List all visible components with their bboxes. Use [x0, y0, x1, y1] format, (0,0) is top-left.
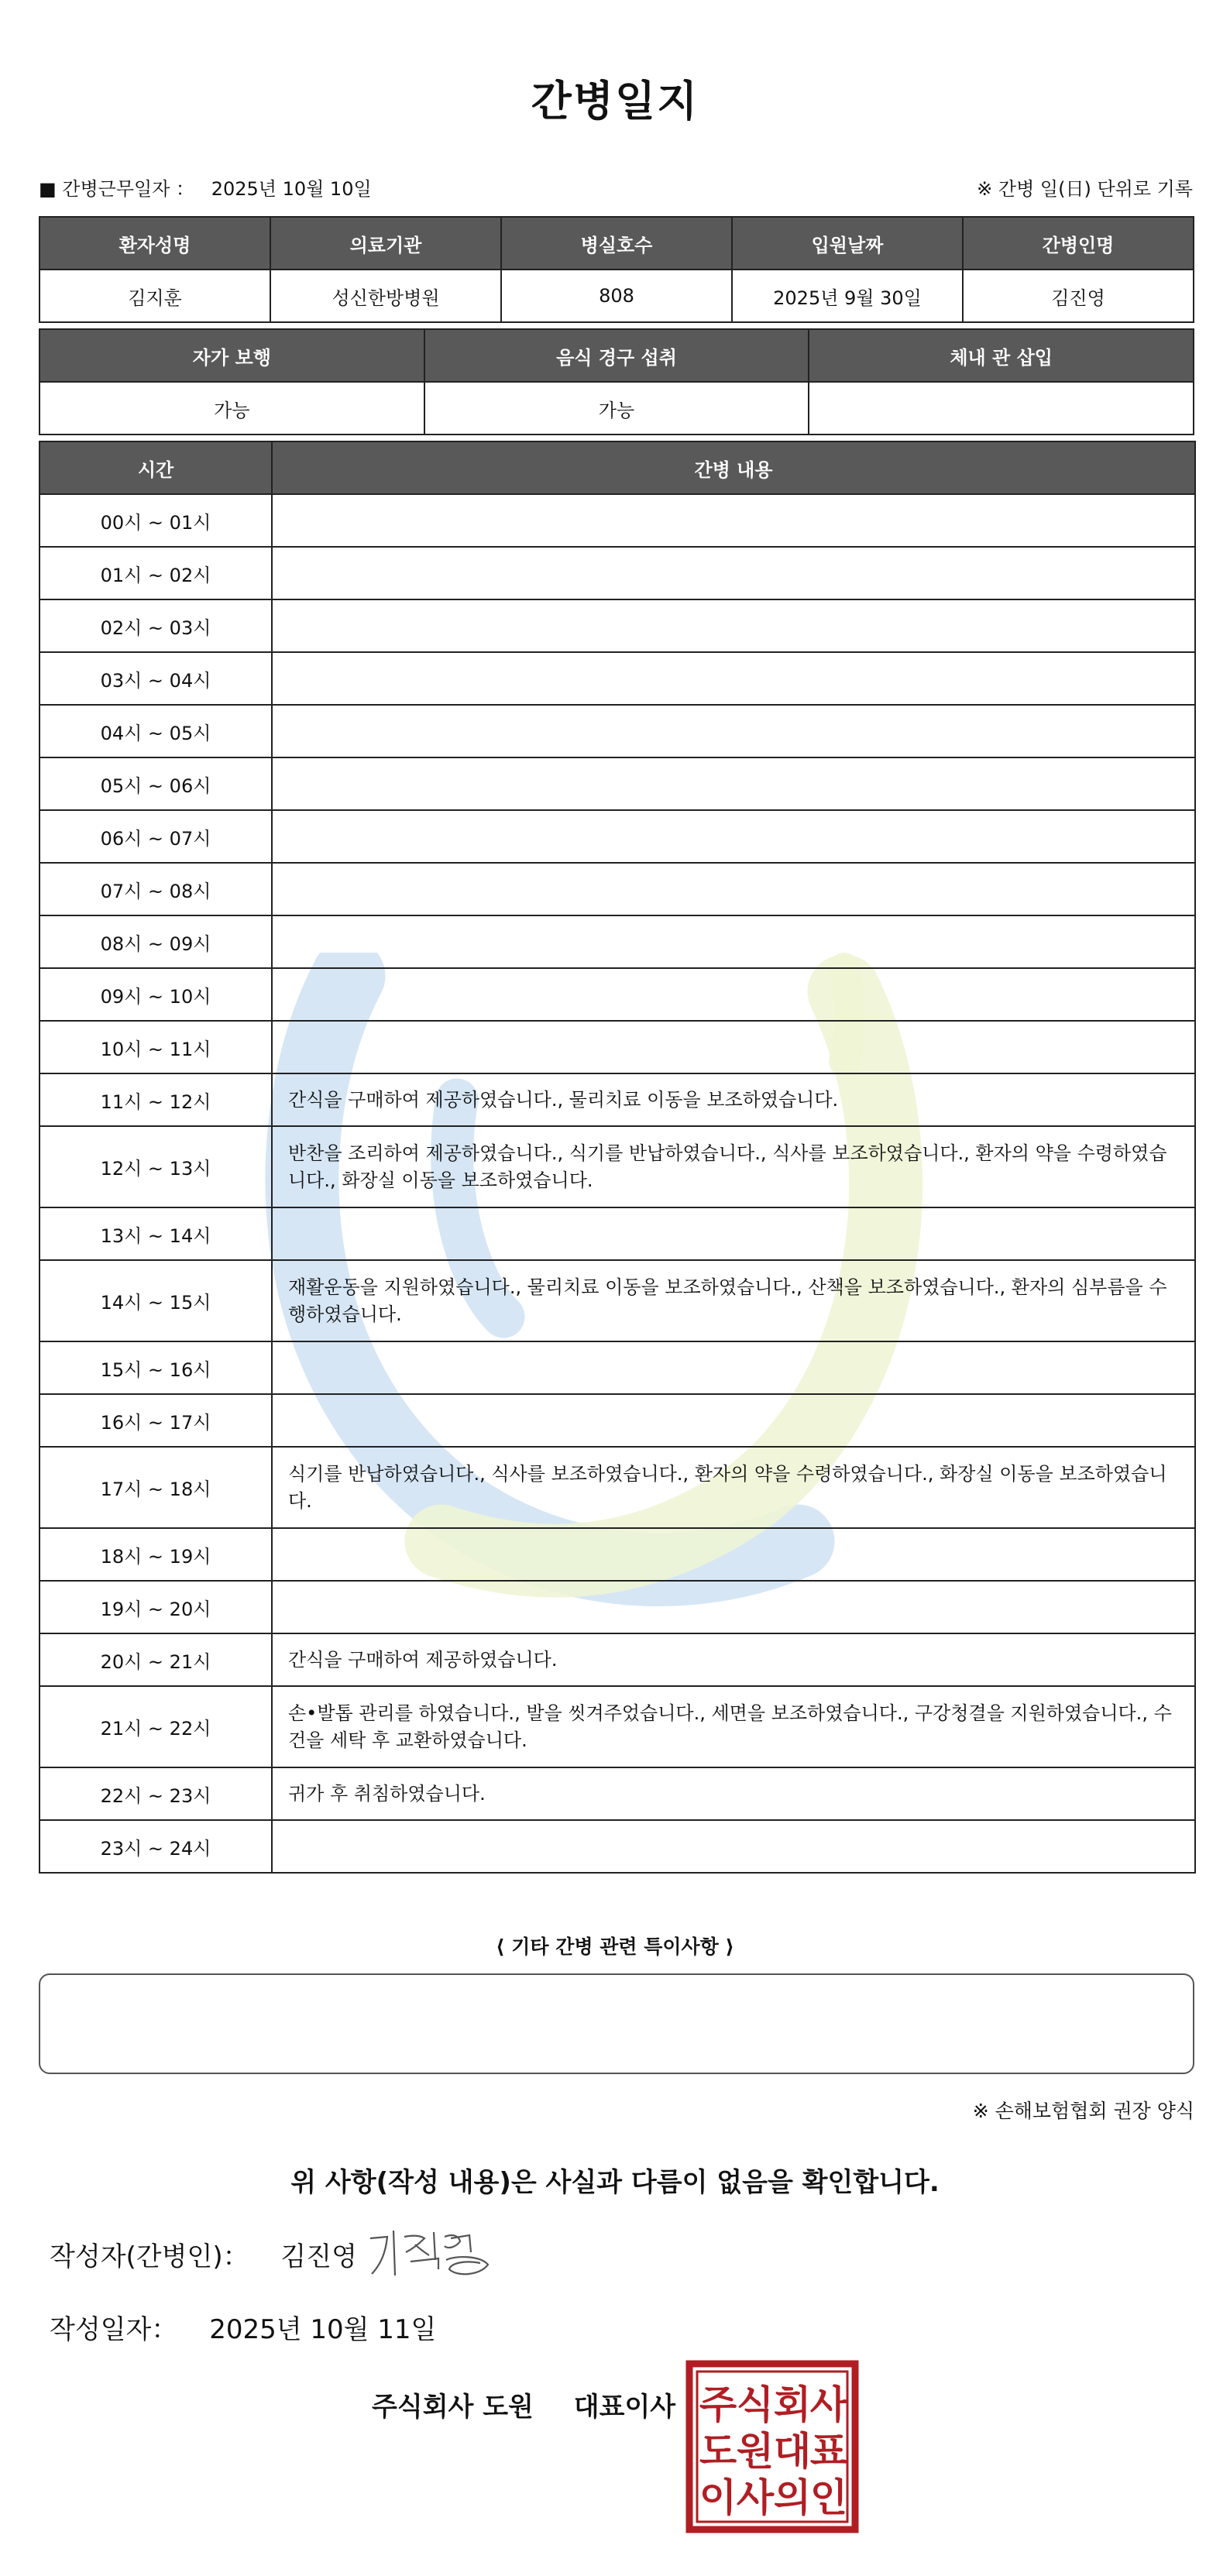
care-content [272, 599, 1195, 652]
table-row [40, 1073, 1195, 1126]
table-row [40, 1207, 1195, 1260]
hospital-name: 성신한방병원 [270, 270, 501, 322]
care-content: 반찬을 조리하여 제공하였습니다., 식기를 반납하였습니다., 식사를 보조하였습니다., 환자의 약을 수령하였습니다., 화장실 이동을 보조하였습니다. [272, 1126, 1195, 1207]
company-signature-line [372, 2385, 675, 2423]
care-content [272, 968, 1195, 1021]
time-slot: 15시 ~ 16시 [40, 1341, 272, 1394]
table-row [40, 1767, 1195, 1820]
header-tube-insertion: 체내 관 삽입 [809, 329, 1194, 382]
table-header-row [40, 441, 1195, 494]
header-room: 병실호수 [501, 217, 732, 270]
care-content: 손•발톱 관리를 하였습니다., 발을 씻겨주었습니다., 세면을 보조하였습니다., 구강청결을 지원하였습니다., 수건을 세탁 후 교환하였습니다. [272, 1686, 1195, 1767]
table-row [40, 1686, 1195, 1767]
company-seal [685, 2359, 860, 2534]
written-date-label: 작성일자： [50, 2314, 178, 2345]
care-content [272, 1021, 1195, 1073]
svg-text:표: 표 [809, 2429, 848, 2474]
walking-status: 가능 [40, 382, 424, 434]
table-row [40, 547, 1195, 599]
table-row [40, 1528, 1195, 1581]
handwritten-signature [364, 2221, 496, 2283]
table-row [40, 494, 1195, 547]
time-slot: 03시 ~ 04시 [40, 652, 272, 705]
patient-info-table [39, 216, 1194, 323]
table-row [40, 1820, 1195, 1873]
care-content [272, 1341, 1195, 1394]
table-row [40, 1394, 1195, 1447]
writer-row [50, 2235, 357, 2273]
svg-text:주: 주 [699, 2382, 737, 2427]
meta-row [39, 173, 1193, 204]
svg-text:인: 인 [809, 2475, 848, 2520]
table-row [40, 1447, 1195, 1528]
header-walking: 자가 보행 [40, 329, 424, 382]
care-content: 재활운동을 지원하였습니다., 물리치료 이동을 보조하였습니다., 산책을 보조하였습니다., 환자의 심부름을 수행하였습니다. [272, 1260, 1195, 1341]
time-slot: 16시 ~ 17시 [40, 1394, 272, 1447]
table-row [40, 1126, 1195, 1207]
care-content: 간식을 구매하여 제공하였습니다., 물리치료 이동을 보조하였습니다. [272, 1073, 1195, 1126]
unit-note: ※ 간병 일(日) 단위로 기록 [977, 178, 1193, 200]
table-row [40, 1021, 1195, 1073]
time-slot: 12시 ~ 13시 [40, 1126, 272, 1207]
time-slot: 10시 ~ 11시 [40, 1021, 272, 1073]
time-slot: 17시 ~ 18시 [40, 1447, 272, 1528]
time-slot: 11시 ~ 12시 [40, 1073, 272, 1126]
patient-name: 김지훈 [40, 270, 270, 322]
header-oral-intake: 음식 경구 섭취 [424, 329, 809, 382]
work-date [39, 173, 372, 201]
time-slot: 01시 ~ 02시 [40, 547, 272, 599]
header-caregiver-name: 간병인명 [963, 217, 1194, 270]
care-content [272, 757, 1195, 810]
header-patient-name: 환자성명 [40, 217, 270, 270]
svg-text:사: 사 [736, 2475, 775, 2520]
table-row [40, 1633, 1195, 1686]
time-slot: 14시 ~ 15시 [40, 1260, 272, 1341]
time-slot: 06시 ~ 07시 [40, 810, 272, 863]
table-row [40, 1260, 1195, 1341]
care-content [272, 652, 1195, 705]
table-row [40, 705, 1195, 757]
table-header-row [40, 329, 1194, 382]
room-number: 808 [501, 270, 732, 322]
time-slot: 23시 ~ 24시 [40, 1820, 272, 1873]
care-content: 식기를 반납하였습니다., 식사를 보조하였습니다., 환자의 약을 수령하였습니다., 화장실 이동을 보조하였습니다. [272, 1447, 1195, 1528]
time-slot: 00시 ~ 01시 [40, 494, 272, 547]
table-row [40, 968, 1195, 1021]
care-content [272, 915, 1195, 968]
table-row [40, 1581, 1195, 1633]
header-care-content: 간병 내용 [272, 441, 1195, 494]
table-row [40, 810, 1195, 863]
patient-status-table [39, 328, 1194, 435]
table-row [40, 757, 1195, 810]
care-content [272, 1820, 1195, 1873]
notes-title: ⟨ 기타 간병 관련 특이사항 ⟩ [496, 1935, 734, 1958]
svg-text:회: 회 [773, 2382, 812, 2427]
table-row [40, 915, 1195, 968]
care-content: 귀가 후 취침하였습니다. [272, 1767, 1195, 1820]
care-content [272, 1581, 1195, 1633]
notes-box [39, 1973, 1194, 2074]
care-content [272, 863, 1195, 915]
time-slot: 09시 ~ 10시 [40, 968, 272, 1021]
written-date-row [50, 2308, 436, 2346]
table-header-row [40, 217, 1194, 270]
time-slot: 07시 ~ 08시 [40, 863, 272, 915]
writer-label: 작성자(간병인)： [50, 2241, 249, 2272]
time-slot: 22시 ~ 23시 [40, 1767, 272, 1820]
svg-text:식: 식 [736, 2382, 775, 2427]
caregiver-name: 김진영 [963, 270, 1194, 322]
time-slot: 19시 ~ 20시 [40, 1581, 272, 1633]
time-slot: 05시 ~ 06시 [40, 757, 272, 810]
header-hospital: 의료기관 [270, 217, 501, 270]
admission-date: 2025년 9월 30일 [732, 270, 963, 322]
time-slot: 18시 ~ 19시 [40, 1528, 272, 1581]
svg-text:이: 이 [699, 2475, 737, 2520]
header-time: 시간 [40, 441, 272, 494]
care-content [272, 1207, 1195, 1260]
oral-intake-status: 가능 [424, 382, 809, 434]
page-title: 간병일지 [531, 77, 699, 125]
svg-text:도: 도 [699, 2429, 737, 2474]
form-note: ※ 손해보험협회 권장 양식 [972, 2100, 1194, 2122]
svg-text:의: 의 [773, 2475, 812, 2520]
time-slot: 13시 ~ 14시 [40, 1207, 272, 1260]
time-slot: 21시 ~ 22시 [40, 1686, 272, 1767]
work-date-value: 2025년 10월 10일 [211, 178, 372, 200]
time-slot: 20시 ~ 21시 [40, 1633, 272, 1686]
tube-insertion-status [809, 382, 1194, 434]
written-date-value: 2025년 10월 11일 [209, 2314, 437, 2345]
table-row [40, 599, 1195, 652]
time-slot: 02시 ~ 03시 [40, 599, 272, 652]
ceo-label: 대표이사 [573, 2392, 676, 2423]
care-content [272, 494, 1195, 547]
company-name: 주식회사 도원 [372, 2392, 534, 2423]
table-row [40, 863, 1195, 915]
svg-text:대: 대 [773, 2429, 812, 2474]
care-content [272, 1394, 1195, 1447]
hourly-care-log-table [39, 441, 1196, 1874]
care-content: 간식을 구매하여 제공하였습니다. [272, 1633, 1195, 1686]
table-row [40, 1341, 1195, 1394]
writer-name: 김진영 [280, 2241, 357, 2272]
confirmation-statement: 위 사항(작성 내용)은 사실과 다름이 없음을 확인합니다. [290, 2167, 940, 2198]
table-row [40, 270, 1194, 322]
care-content [272, 547, 1195, 599]
svg-text:사: 사 [809, 2382, 848, 2427]
time-slot: 08시 ~ 09시 [40, 915, 272, 968]
time-slot: 04시 ~ 05시 [40, 705, 272, 757]
header-admission-date: 입원날짜 [732, 217, 963, 270]
care-content [272, 705, 1195, 757]
svg-text:원: 원 [736, 2429, 775, 2474]
care-content [272, 810, 1195, 863]
table-row [40, 652, 1195, 705]
care-content [272, 1528, 1195, 1581]
table-row [40, 382, 1194, 434]
work-date-label: ■ 간병근무일자 ： [39, 178, 195, 200]
